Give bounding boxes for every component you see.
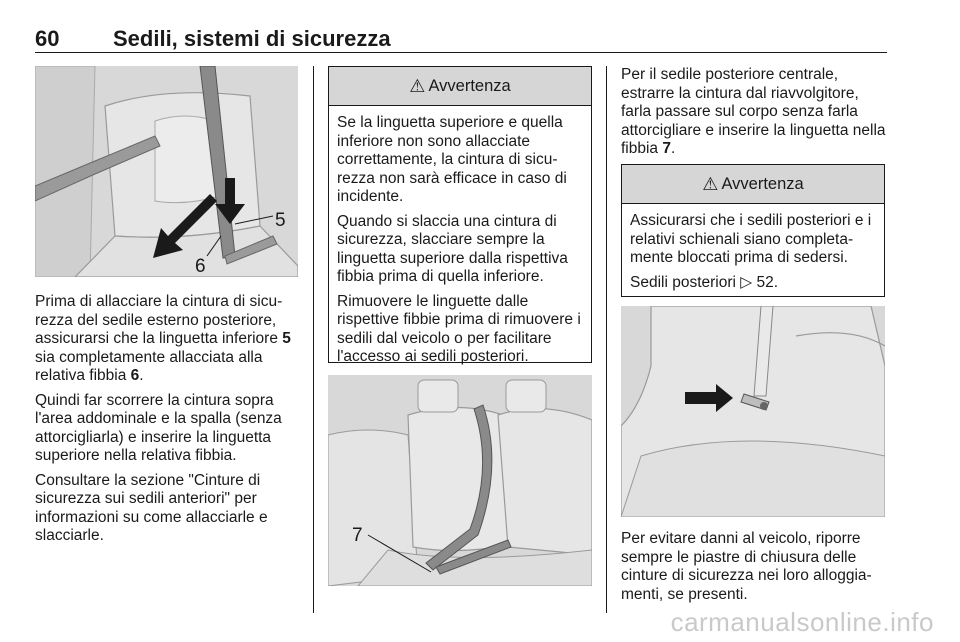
column-3-text-bottom	[621, 530, 886, 610]
warning-box-belt-tongues	[328, 66, 592, 363]
watermark: carmanualsonline.info	[670, 607, 934, 637]
illustration-outer-belt	[35, 66, 298, 277]
header-rule	[35, 52, 887, 53]
warning-title: Avvertenza	[721, 174, 804, 193]
warning-paragraph-3: Rimuovere le linguette dalle rispettive fibbie prima di rimuovere i sedili dal veicolo o per facilitare l'accesso ai sedili posteriori.	[337, 292, 581, 365]
page-header	[35, 26, 885, 52]
warning-body	[329, 106, 591, 379]
warning-cross-reference: Sedili posteriori ▷ 52.	[630, 273, 779, 291]
warning-header	[329, 67, 591, 106]
warning-paragraph-1: Se la linguetta superiore e quella inferiore non sono allacciate correttamente, la cintura di sicu-rezza non sarà efficace in caso di incidente.	[337, 114, 567, 205]
column-1-text	[35, 293, 300, 552]
col1-paragraph-3: Consultare la sezione "Cinture di sicurezza sui sedili anteriori" per informazioni su come allacciarle e slacciarle.	[35, 471, 268, 544]
warning-body	[622, 204, 884, 304]
col3-paragraph-2: Per evitare danni al veicolo, riporre sempre le piastre di chiusura delle cinture di sicurezza nei loro alloggia-menti, se presenti.	[621, 530, 872, 603]
warning-triangle-icon: ⚠	[409, 75, 426, 96]
illustration-center-belt	[328, 375, 592, 586]
col1-paragraph-2: Quindi far scorrere la cintura sopra l'area addominale e la spalla (senza attorcigliarla) e inserire la linguetta superiore nella relativa fibbia.	[35, 391, 282, 464]
page-number: 60	[35, 26, 60, 51]
page-reference-icon: ▷	[740, 273, 753, 291]
figure-label-5: 5	[275, 210, 286, 231]
figure-label-7: 7	[352, 525, 363, 546]
column-divider-2	[606, 66, 607, 613]
page-title: Sedili, sistemi di sicurezza	[113, 26, 391, 51]
figure-label-6: 6	[195, 256, 206, 277]
col1-paragraph-1: Prima di allacciare la cintura di sicu-rezza del sedile esterno posteriore, assicurarsi che la linguetta inferiore 5 sia completamente allacciata alla relativa fibbia 6.	[35, 293, 291, 384]
warning-triangle-icon: ⚠	[702, 173, 719, 194]
illustration-latch-stowage	[621, 306, 885, 517]
warning-box-seat-locking	[621, 164, 885, 297]
ref-7: 7	[662, 140, 671, 157]
column-3-text-top	[621, 66, 886, 165]
warning-header	[622, 165, 884, 204]
ref-6: 6	[130, 367, 140, 384]
warning-paragraph-1: Assicurarsi che i sedili posteriori e i relativi schienali siano completa-mente bloccati prima di sedersi.	[630, 212, 872, 266]
col3-paragraph-1: Per il sedile posteriore centrale, estrarre la cintura dal riavvolgitore, farla passare sul corpo senza farla attorcigliare e inserire la linguetta nella fibbia 7.	[621, 66, 886, 157]
warning-paragraph-2: Quando si slaccia una cintura di sicurezza, slacciare sempre la linguetta superiore dalla rispettiva fibbia prima di quella inferiore.	[337, 212, 568, 285]
warning-title: Avvertenza	[428, 76, 511, 95]
ref-5: 5	[282, 330, 291, 347]
column-divider-1	[313, 66, 314, 613]
